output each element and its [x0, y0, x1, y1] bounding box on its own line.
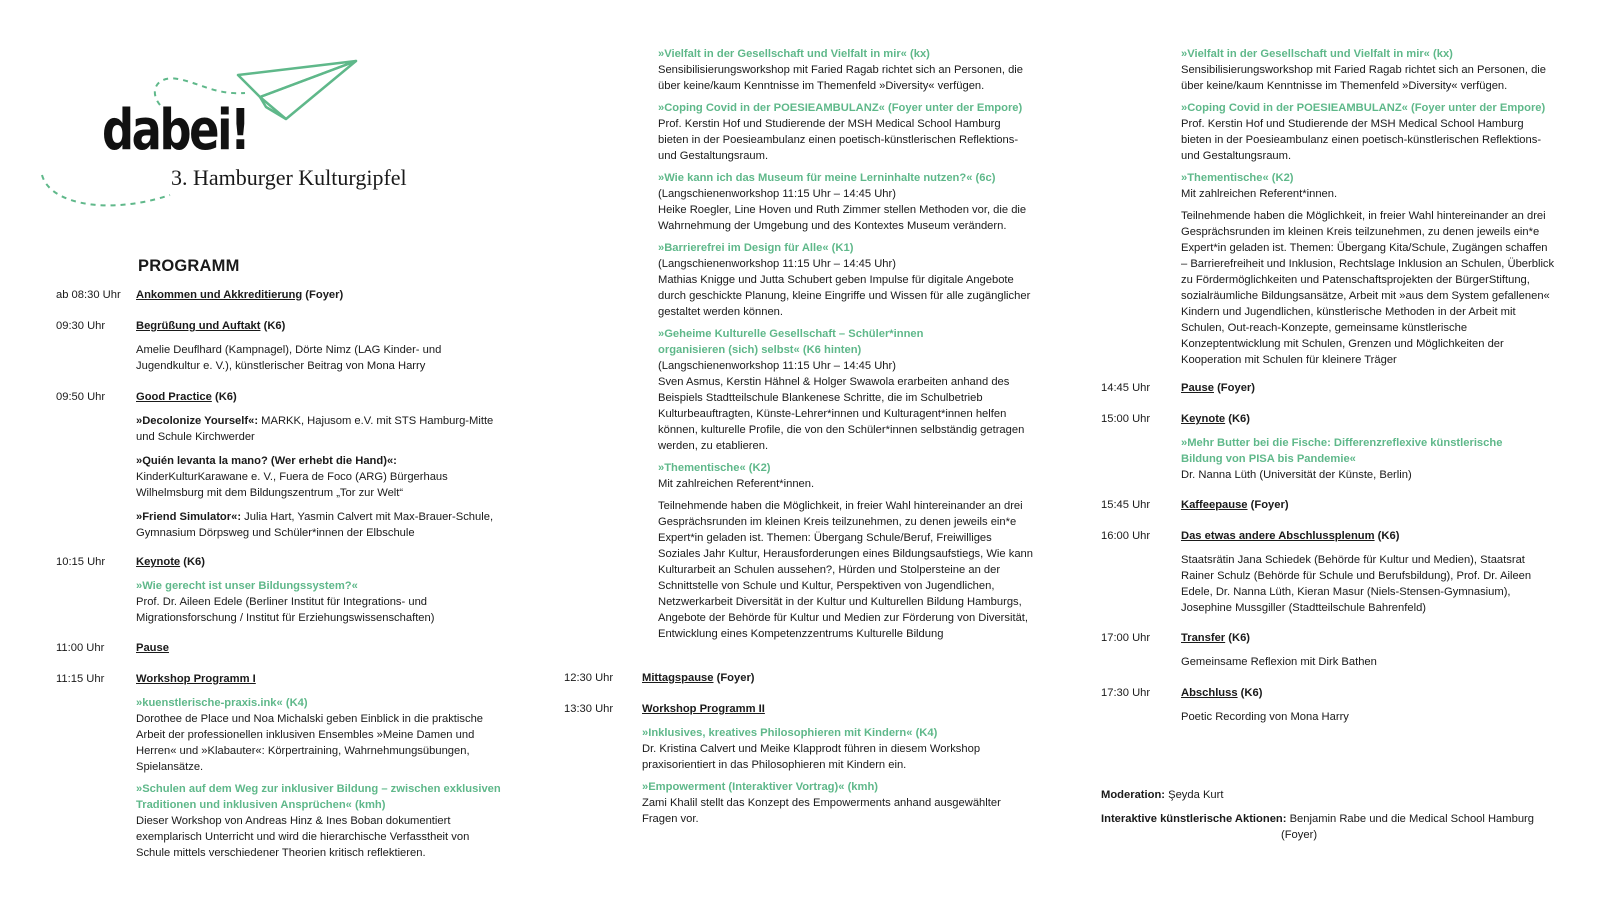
schedule-entry: [1101, 497, 1571, 513]
item-text: MARKK, Hajusom e.V. mit STS Hamburg-Mitte und Schule Kirchwerder: [136, 415, 494, 443]
entry-text: Amelie Deuflhard (Kampnagel), Dörte Nimz (LAG Kinder- und Jugendkultur e. V.), künstlerischer Beitrag von Mona Harry: [136, 344, 442, 372]
entry-place: (K6): [1225, 632, 1251, 644]
entry-label: Workshop Programm II: [642, 703, 765, 715]
aktionen-value: Benjamin Rabe und die Medical School Hamburg: [1286, 813, 1534, 825]
good-practice-item: [136, 413, 506, 445]
entry-label: Keynote: [1181, 413, 1226, 425]
entry-label: Pause: [136, 642, 169, 654]
workshop-text: Dorothee de Place und Noa Michalski geben Einblick in die praktische Arbeit der professionellen inklusiven Ensembles »Meine Damen und Herren« und »Klabauter«: Körpertraining, Wahrnehmungsübungen, Spielansätze.: [136, 713, 484, 773]
moderation-value: Şeyda Kurt: [1165, 789, 1224, 801]
entry-time: 17:30 Uhr: [1101, 687, 1151, 699]
keynote-title: »Mehr Butter bei die Fische: Differenzreflexive künstlerische Bildung von PISA bis Pandemie«: [1181, 437, 1503, 465]
workshop-text: Sensibilisierungsworkshop mit Faried Ragab richtet sich an Personen, die über keine/kaum Kenntnisse im Themenfeld »Diversity« verfügen.: [658, 64, 1024, 92]
schedule-entry: [56, 640, 516, 656]
aktionen-line: [1101, 811, 1581, 843]
entry-label: Pause: [1181, 382, 1214, 394]
entry-label: Keynote: [136, 556, 181, 568]
entry-text: Gemeinsame Reflexion mit Dirk Bathen: [1181, 656, 1377, 668]
workshop-title: »Thementische« (K2): [1181, 172, 1294, 184]
workshop-text: Teilnehmende haben die Möglichkeit, in freier Wahl hintereinander an drei Gesprächsrunden im kleinen Kreis teilzunehmen, zu denen jeweils ein*e Expert*in geladen ist. Themen: Übergang Kita/Schule, Zugängen schaffen – Barrierefreiheit und Inklusion, Rechtslage Inklusion an Schulen, Überblick zu Fördermöglichkeiten und Patenschaftsprojekten der BürgerStiftung, sozialräumliche Bildungsansätze, Arbeit mit »aus dem System gefallenen« Kindern und Jugendlichen, künstlerische Methoden in der Arbeit mit Schulen, Out-reach-Konzepte, gemeinsame künstlerische Konzeptentwicklung mit Schulen, Grenzen und Möglichkeiten der Kooperation mit Schulen für kleinere Träger: [1181, 210, 1555, 366]
schedule-entry: [56, 287, 516, 303]
moderation-label: Moderation:: [1101, 789, 1166, 801]
schedule-entry: [1101, 380, 1571, 396]
schedule-entry: [56, 389, 516, 541]
workshop-note: Mit zahlreichen Referent*innen.: [658, 478, 815, 490]
schedule-entry: [1101, 685, 1571, 725]
entry-time: 11:00 Uhr: [56, 642, 105, 654]
logo-wordmark: dabei!: [102, 98, 249, 163]
entry-place: (Foyer): [713, 672, 755, 684]
entry-place: (K6): [1225, 413, 1251, 425]
entry-time: 16:00 Uhr: [1101, 530, 1151, 542]
good-practice-item: [136, 453, 506, 501]
schedule-entry: [56, 554, 516, 626]
schedule-entry: [1101, 411, 1571, 483]
entry-time: 09:30 Uhr: [56, 320, 106, 332]
entry-label: Abschluss: [1181, 687, 1238, 699]
entry-label: Mittagspause: [642, 672, 714, 684]
workshop-text: Prof. Kerstin Hof und Studierende der MSH Medical School Hamburg bieten in der Poesieambulanz einen poetisch-künstlerischen Reflektions- und Gestaltungsraum.: [658, 118, 1019, 162]
entry-place: (Foyer): [1213, 382, 1255, 394]
workshop-text: Mathias Knigge und Jutta Schubert geben Impulse für digitale Angebote durch geschickte Planung, kleine Eingriffe und Wissen für alle zugänglicher gestaltet werden können.: [658, 274, 1031, 318]
workshop-text: Teilnehmende haben die Möglichkeit, in freier Wahl hintereinander an drei Gesprächsrunden im kleinen Kreis teilzunehmen, zu denen jeweils ein*e Expert*in geladen ist. Themen: Übergang Schule/Beruf, Freiwilliges Soziales Jahr Kultur, Herausforderungen eines Bildungsaufstiegs, Wie kann Kulturarbeit an Schulen aussehen?, Hürden und Stolpersteine an der Schnittstelle von Schule und Kultur, Perspektiven von Jugendlichen, Netzwerkarbeit Diversität in der Kultur und Kulturellen Bildung Hamburgs, Angebote der Behörde für Kultur und Medien zur Förderung von Diversität, Entwicklung eines Kompetenzzentrums Kulturelle Bildung: [658, 500, 1033, 640]
entry-time: ab 08:30 Uhr: [56, 289, 121, 301]
entry-place: (K6): [260, 320, 286, 332]
workshop-title: »kuenstlerische-praxis.ink« (K4): [136, 697, 308, 709]
entry-label: Das etwas andere Abschlussplenum: [1181, 530, 1375, 542]
workshop-text: Heike Roegler, Line Hoven und Ruth Zimmer stellen Methoden vor, die die Wahrnehmung der Umgebung und des Kontextes Museum verändern.: [658, 204, 1027, 232]
entry-time: 11:15 Uhr: [56, 673, 105, 685]
workshop-text: Zami Khalil stellt das Konzept des Empowerments anhand ausgewählter Fragen vor.: [642, 797, 1001, 825]
entry-text: Dr. Nanna Lüth (Universität der Künste, Berlin): [1181, 469, 1412, 481]
entry-time: 13:30 Uhr: [564, 703, 614, 715]
schedule-entry: [56, 671, 516, 861]
schedule-entry: [564, 701, 1044, 827]
item-text: KinderKulturKarawane e. V., Fuera de Foco (ARG) Bürgerhaus Wilhelmsburg mit dem Bildungszentrum „Tor zur Welt“: [136, 471, 448, 499]
entry-time: 17:00 Uhr: [1101, 632, 1151, 644]
entry-label: Transfer: [1181, 632, 1226, 644]
entry-text: Staatsrätin Jana Schiedek (Behörde für Kultur und Medien), Staatsrat Rainer Schulz (Behörde für Schule und Berufsbildung), Prof. Dr. Aileen Edele, Dr. Nanna Lüth, Kieran Masur (Niels-Stensen-Gymnasium), Josephine Mussgiller (Stadtteilschule Bahrenfeld): [1181, 554, 1532, 614]
workshop-note: (Langschienenworkshop 11:15 Uhr – 14:45 Uhr): [658, 258, 896, 270]
schedule-entry: [1101, 528, 1571, 616]
workshop-list: [658, 46, 1033, 642]
entry-time: 10:15 Uhr: [56, 556, 106, 568]
workshop-title: »Coping Covid in der POESIEAMBULANZ« (Foyer unter der Empore): [658, 102, 1023, 114]
workshop-note: (Langschienenworkshop 11:15 Uhr – 14:45 Uhr): [658, 188, 896, 200]
schedule-entry: [564, 670, 1044, 686]
good-practice-item: [136, 509, 506, 541]
entry-place: (K6): [1237, 687, 1263, 699]
entry-text: Poetic Recording von Mona Harry: [1181, 711, 1349, 723]
entry-place: (K6): [180, 556, 206, 568]
workshop-title: »Geheime Kulturelle Gesellschaft – Schüler*innen organisieren (sich) selbst« (K6 hinten): [658, 328, 924, 356]
item-title: »Quién levanta la mano? (Wer erhebt die Hand)«:: [136, 455, 397, 467]
event-logo: [40, 55, 440, 215]
workshop-title: »Vielfalt in der Gesellschaft und Vielfalt in mir« (kx): [658, 48, 930, 60]
entry-place: (K6): [1374, 530, 1400, 542]
aktionen-label: Interaktive künstlerische Aktionen:: [1101, 813, 1287, 825]
page-title: PROGRAMM: [138, 257, 240, 275]
entry-time: 15:00 Uhr: [1101, 413, 1151, 425]
entry-time: 09:50 Uhr: [56, 391, 106, 403]
schedule-entry: [1101, 630, 1571, 670]
entry-time: 14:45 Uhr: [1101, 382, 1151, 394]
workshop-title: »Coping Covid in der POESIEAMBULANZ« (Foyer unter der Empore): [1181, 102, 1546, 114]
workshop-text: Dr. Kristina Calvert und Meike Klapprodt führen in diesem Workshop praxisorientiert in das Philosophieren mit Kindern ein.: [642, 743, 981, 771]
moderation-line: [1101, 787, 1581, 803]
workshop-text: Prof. Kerstin Hof und Studierende der MSH Medical School Hamburg bieten in der Poesieambulanz einen poetisch-künstlerischen Reflektions- und Gestaltungsraum.: [1181, 118, 1542, 162]
aktionen-place: (Foyer): [1281, 829, 1318, 841]
logo-subtitle: 3. Hamburger Kulturgipfel: [171, 165, 407, 190]
entry-label: Workshop Programm I: [136, 673, 256, 685]
workshop-title: »Empowerment (Interaktiver Vortrag)« (kmh): [642, 781, 879, 793]
workshop-title: »Inklusives, kreatives Philosophieren mit Kindern« (K4): [642, 727, 938, 739]
item-text: Julia Hart, Yasmin Calvert mit Max-Brauer-Schule, Gymnasium Dörpsweg und Schüler*innen der Elbschule: [136, 511, 494, 539]
entry-place: (Foyer): [1247, 499, 1289, 511]
entry-label: Ankommen und Akkreditierung: [136, 289, 303, 301]
entry-place: (Foyer): [302, 289, 344, 301]
keynote-title: »Wie gerecht ist unser Bildungssystem?«: [136, 580, 358, 592]
workshop-list: [1181, 46, 1556, 368]
item-title: »Decolonize Yourself«:: [136, 415, 259, 427]
entry-time: 15:45 Uhr: [1101, 499, 1151, 511]
entry-label: Kaffeepause: [1181, 499, 1248, 511]
workshop-note: Mit zahlreichen Referent*innen.: [1181, 188, 1338, 200]
workshop-text: Sven Asmus, Kerstin Hähnel & Holger Swawola erarbeiten anhand des Beispiels Stadtteilschule Blankenese Schritte, die im Schulbetrieb Kulturbeauftragten, Künste-Lehrer*innen und Kulturagent*innen helfen können, kulturelle Profile, die von den Schüler*innen selbständig getragen werden, zu etablieren.: [658, 376, 1025, 452]
entry-label: Good Practice: [136, 391, 212, 403]
entry-text: Prof. Dr. Aileen Edele (Berliner Institut für Integrations- und Migrationsforschung / Institut für Erziehungswissenschaften): [136, 596, 435, 624]
workshop-title: »Wie kann ich das Museum für meine Lerninhalte nutzen?« (6c): [658, 172, 996, 184]
schedule-entry: [56, 318, 516, 374]
workshop-title: »Vielfalt in der Gesellschaft und Vielfalt in mir« (kx): [1181, 48, 1453, 60]
entry-place: (K6): [211, 391, 237, 403]
workshop-text: Sensibilisierungsworkshop mit Faried Ragab richtet sich an Personen, die über keine/kaum Kenntnisse im Themenfeld »Diversity« verfügen.: [1181, 64, 1547, 92]
workshop-title: »Schulen auf dem Weg zur inklusiver Bildung – zwischen exklusiven Traditionen und inklusiven Ansprüchen« (kmh): [136, 783, 501, 811]
workshop-note: (Langschienenworkshop 11:15 Uhr – 14:45 Uhr): [658, 360, 896, 372]
item-title: »Friend Simulator«:: [136, 511, 242, 523]
workshop-title: »Thementische« (K2): [658, 462, 771, 474]
entry-time: 12:30 Uhr: [564, 672, 614, 684]
workshop-title: »Barrierefrei im Design für Alle« (K1): [658, 242, 854, 254]
workshop-text: Dieser Workshop von Andreas Hinz & Ines Boban dokumentiert exemplarisch Unterricht und wird die hierarchische Verfasstheit von Schule mittels verschiedener Theorien kritisch reflektieren.: [136, 815, 470, 859]
entry-label: Begrüßung und Auftakt: [136, 320, 261, 332]
